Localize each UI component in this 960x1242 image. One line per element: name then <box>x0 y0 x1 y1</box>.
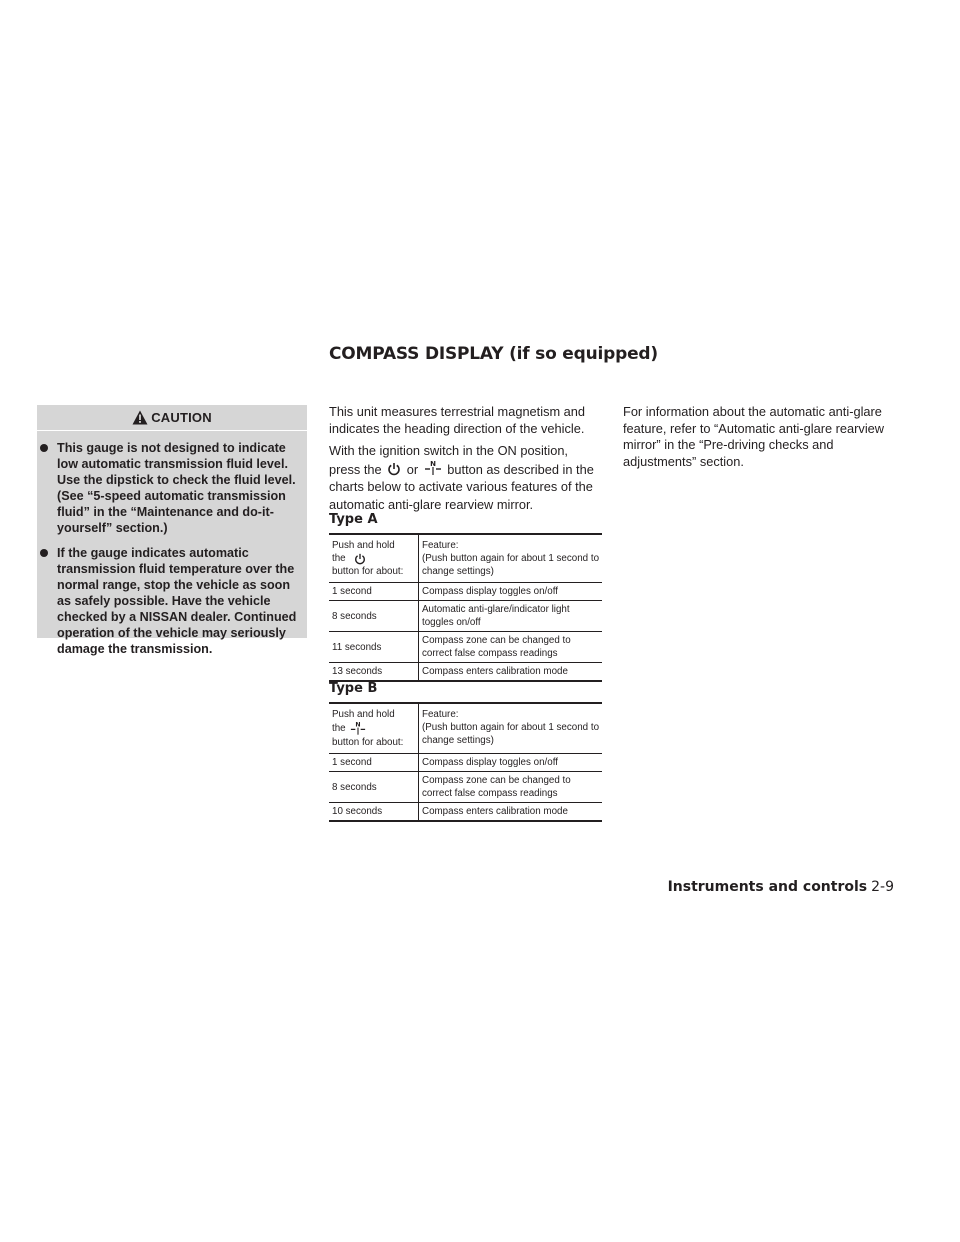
table-row: 1 second Compass display toggles on/off <box>329 754 602 772</box>
type-a-table <box>329 533 602 682</box>
power-button-icon <box>387 462 401 476</box>
header-cell-push: Push and hold the button for about: <box>329 534 419 583</box>
page-number: 2-9 <box>871 879 894 895</box>
info-paragraph: For information about the automatic anti-glare feature, refer to “Automatic anti-glare rearview mirror” in the “Pre-driving checks and adjustments” section. <box>623 404 885 469</box>
svg-text:N: N <box>429 459 436 468</box>
table-row: 1 second Compass display toggles on/off <box>329 583 602 601</box>
warning-triangle-icon <box>132 410 148 425</box>
table-row: 13 seconds Compass enters calibration mode <box>329 663 602 682</box>
table-row: 11 seconds Compass zone can be changed to correct false compass readings <box>329 632 602 663</box>
type-a-label: Type A <box>329 512 378 527</box>
table-row: 8 seconds Automatic anti-glare/indicator light toggles on/off <box>329 601 602 632</box>
table-header-row <box>329 703 602 754</box>
intro-paragraph: This unit measures terrestrial magnetism and indicates the heading direction of the vehicle. <box>329 404 586 436</box>
section-title: COMPASS DISPLAY (if so equipped) <box>329 344 658 364</box>
caution-heading-text: CAUTION <box>151 410 212 425</box>
caution-box <box>37 405 307 656</box>
footer-chapter: Instruments and controls <box>667 879 868 895</box>
caution-heading <box>37 405 307 431</box>
svg-text:N: N <box>355 721 361 729</box>
header-cell-feature: Feature: (Push button again for about 1 second to change settings) <box>422 540 600 577</box>
type-b-table <box>329 702 602 822</box>
header-cell-feature: Feature: (Push button again for about 1 second to change settings) <box>422 709 600 746</box>
bullet-icon <box>40 549 48 557</box>
caution-list <box>37 440 307 657</box>
compass-button-icon <box>424 460 442 476</box>
table-row: 8 seconds Compass zone can be changed to correct false compass readings <box>329 772 602 803</box>
caution-item: If the gauge indicates automatic transmission fluid temperature over the normal range, stop the vehicle as soon as safely possible. Have the vehicle checked by a NISSAN dealer. Continued operation of the vehicle may seriously damage the transmission. <box>37 545 307 657</box>
header-cell-push: Push and hold the N button for about: <box>329 703 419 754</box>
table-row: 10 seconds Compass enters calibration mode <box>329 803 602 822</box>
power-button-icon <box>354 553 366 565</box>
bullet-icon <box>40 444 48 452</box>
instruction-paragraph: With the ignition switch in the ON position, press the or N button as described in the charts below to activate various features of the automatic anti-glare rearview mirror. <box>329 443 594 512</box>
table-header-row <box>329 534 602 583</box>
type-b-label: Type B <box>329 681 378 696</box>
page-footer <box>668 879 894 895</box>
caution-item: This gauge is not designed to indicate low automatic transmission fluid level. Use the dipstick to check the fluid level. (See “5-speed automatic transmission fluid” in the “Maintenance and do-it-yourself” section.) <box>37 440 307 536</box>
compass-button-icon <box>350 721 366 736</box>
